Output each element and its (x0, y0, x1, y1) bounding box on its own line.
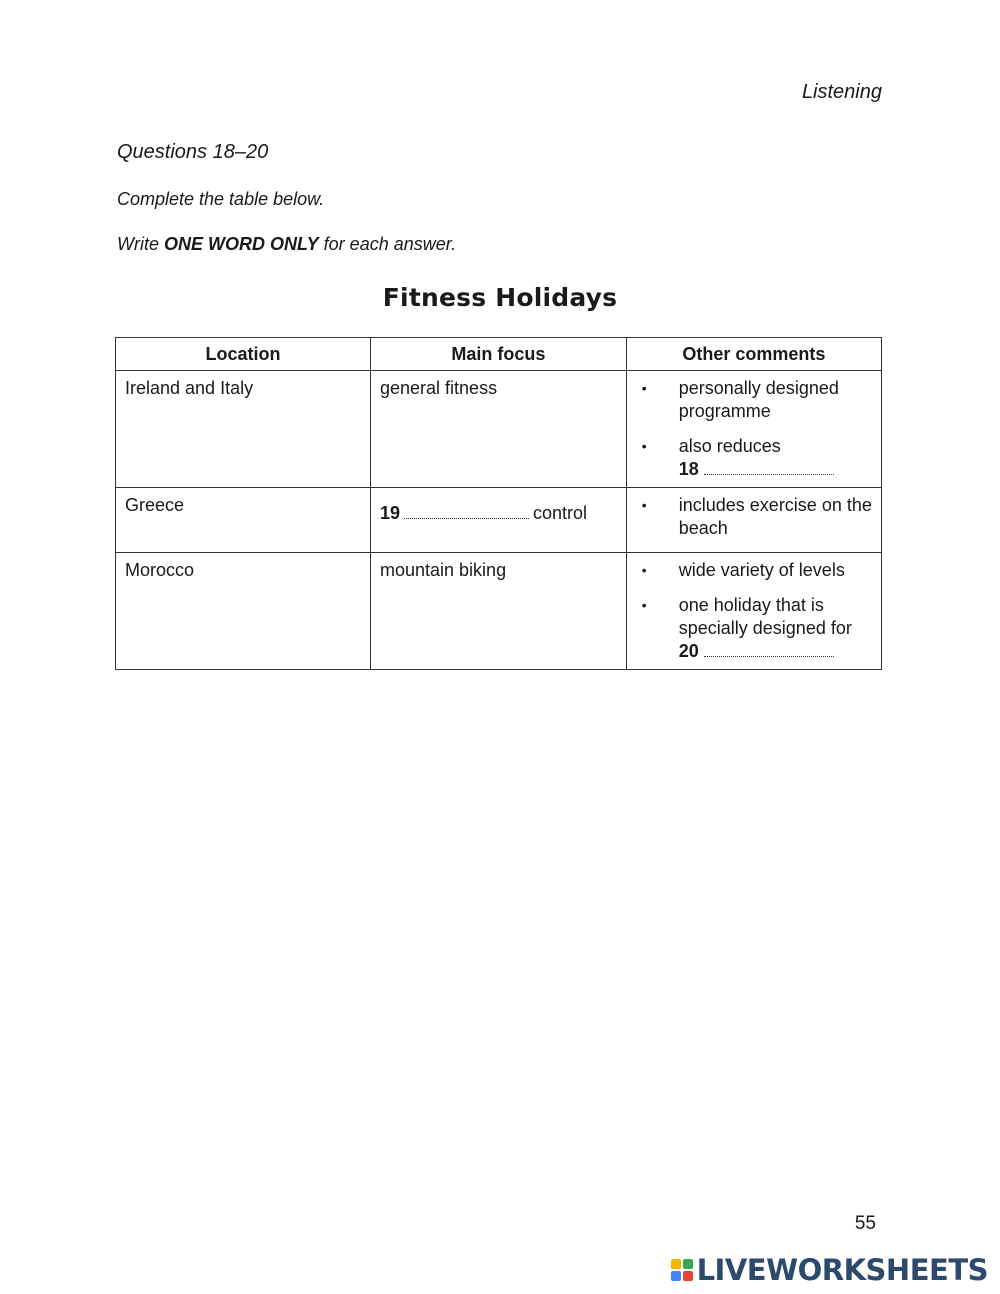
cell-focus: general fitness (371, 371, 627, 488)
question-number-20: 20 (678, 641, 699, 661)
comment-text: personally designed programme (678, 378, 839, 421)
instruction-bold: ONE WORD ONLY (164, 234, 319, 254)
bullet-icon: • (641, 438, 647, 454)
liveworksheets-logo-icon (671, 1259, 693, 1281)
section-label: Listening (801, 81, 882, 103)
bullet-icon: • (641, 380, 647, 396)
bullet-icon: • (641, 597, 647, 613)
logo-square (683, 1259, 693, 1269)
page-number: 55 (854, 1213, 876, 1234)
cell-comments (626, 553, 881, 670)
table-row (116, 371, 882, 488)
cell-location: Ireland and Italy (116, 371, 371, 488)
answer-blank-18[interactable] (704, 460, 834, 475)
comment-text: also reduces (678, 436, 781, 456)
cell-focus: mountain biking (371, 553, 627, 670)
liveworksheets-brand[interactable] (671, 1254, 988, 1286)
table-row (116, 488, 882, 553)
comment-text: includes exercise on the beach (678, 495, 872, 538)
question-number-18: 18 (678, 459, 699, 479)
instruction-word-limit (117, 234, 456, 255)
questions-heading: Questions 18–20 (117, 141, 269, 163)
list-item (636, 594, 872, 663)
table-header-row (116, 338, 882, 371)
cell-comments (626, 371, 881, 488)
list-item (636, 494, 872, 540)
logo-square (683, 1271, 693, 1281)
logo-square (671, 1259, 681, 1269)
focus-suffix: control (533, 503, 588, 523)
list-item (636, 559, 872, 582)
comment-text: one holiday that is specially designed for (678, 595, 852, 638)
header-other-comments: Other comments (626, 338, 881, 371)
bullet-icon: • (641, 497, 647, 513)
list-item (636, 435, 872, 481)
list-item (636, 377, 872, 423)
brand-text: LIVEWORKSHEETS (696, 1253, 988, 1287)
instruction-pre: Write (117, 234, 164, 254)
table-title: Fitness Holidays (382, 283, 618, 312)
answer-blank-20[interactable] (704, 642, 834, 657)
instruction-post: for each answer. (318, 234, 457, 254)
header-location: Location (116, 338, 371, 371)
bullet-icon: • (641, 562, 647, 578)
cell-focus (371, 488, 627, 553)
cell-comments (626, 488, 881, 553)
header-main-focus: Main focus (371, 338, 627, 371)
question-number-19: 19 (380, 503, 401, 523)
cell-location: Morocco (116, 553, 371, 670)
cell-location: Greece (116, 488, 371, 553)
comment-text: wide variety of levels (678, 560, 845, 580)
logo-square (671, 1271, 681, 1281)
table-row (116, 553, 882, 670)
fitness-holidays-table (115, 337, 882, 670)
instruction-complete: Complete the table below. (117, 189, 325, 209)
answer-blank-19[interactable] (404, 504, 529, 519)
